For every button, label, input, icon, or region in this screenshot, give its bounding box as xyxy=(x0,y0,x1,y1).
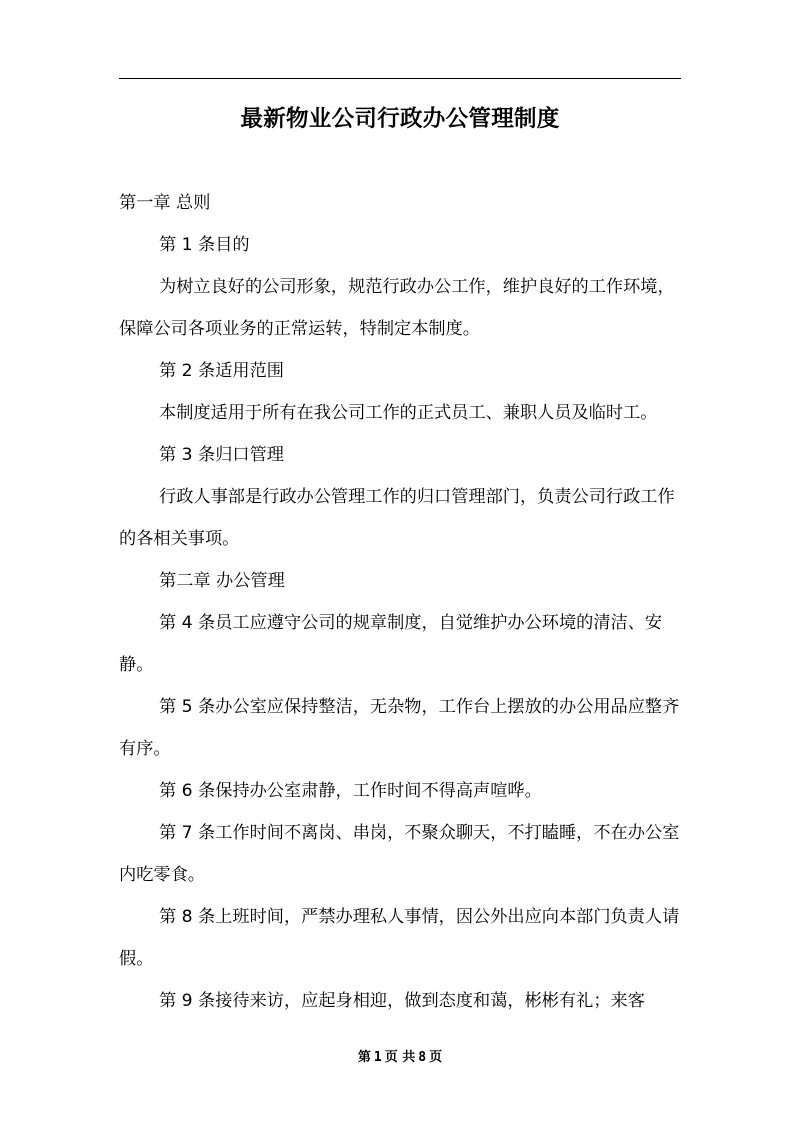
article-heading: 第 3 条归口管理 xyxy=(159,445,284,465)
article-paragraph: 为树立良好的公司形象，规范行政办公工作，维护良好的工作环境，保障公司各项业务的正常运转，特制定本制度。 xyxy=(119,277,675,339)
total-page-count: 8 xyxy=(418,1050,427,1065)
article-heading: 第 1 条目的 xyxy=(159,235,250,255)
document-title: 最新物业公司行政办公管理制度 xyxy=(240,106,560,132)
current-page-number: 1 xyxy=(373,1050,382,1065)
chapter-heading: 第一章 总则 xyxy=(119,193,211,213)
page-number-footer xyxy=(0,1048,800,1068)
document-body xyxy=(119,182,681,1022)
chapter-heading: 第二章 办公管理 xyxy=(159,571,285,591)
article-paragraph: 本制度适用于所有在我公司工作的正式员工、兼职人员及临时工。 xyxy=(159,403,658,423)
article-paragraph: 第 9 条接待来访，应起身相迎，做到态度和蔼，彬彬有礼；来客 xyxy=(159,991,645,1011)
footer-middle: 页 共 xyxy=(384,1050,416,1065)
article-heading: 第 2 条适用范围 xyxy=(159,361,284,381)
header-rule xyxy=(119,78,681,79)
article-paragraph: 第 6 条保持办公室肃静，工作时间不得高声喧哗。 xyxy=(159,781,542,801)
article-paragraph: 第 7 条工作时间不离岗、串岗，不聚众聊天，不打瞌睡，不在办公室内吃零食。 xyxy=(119,823,680,885)
article-paragraph: 第 5 条办公室应保持整洁，无杂物，工作台上摆放的办公用品应整齐有序。 xyxy=(119,697,680,759)
article-paragraph: 第 4 条员工应遵守公司的规章制度，自觉维护办公环境的清洁、安静。 xyxy=(119,613,663,675)
footer-prefix: 第 xyxy=(357,1050,371,1065)
article-paragraph: 第 8 条上班时间，严禁办理私人事情，因公外出应向本部门负责人请假。 xyxy=(119,907,680,969)
footer-suffix: 页 xyxy=(429,1050,443,1065)
article-paragraph: 行政人事部是行政办公管理工作的归口管理部门，负责公司行政工作的各相关事项。 xyxy=(119,487,675,549)
